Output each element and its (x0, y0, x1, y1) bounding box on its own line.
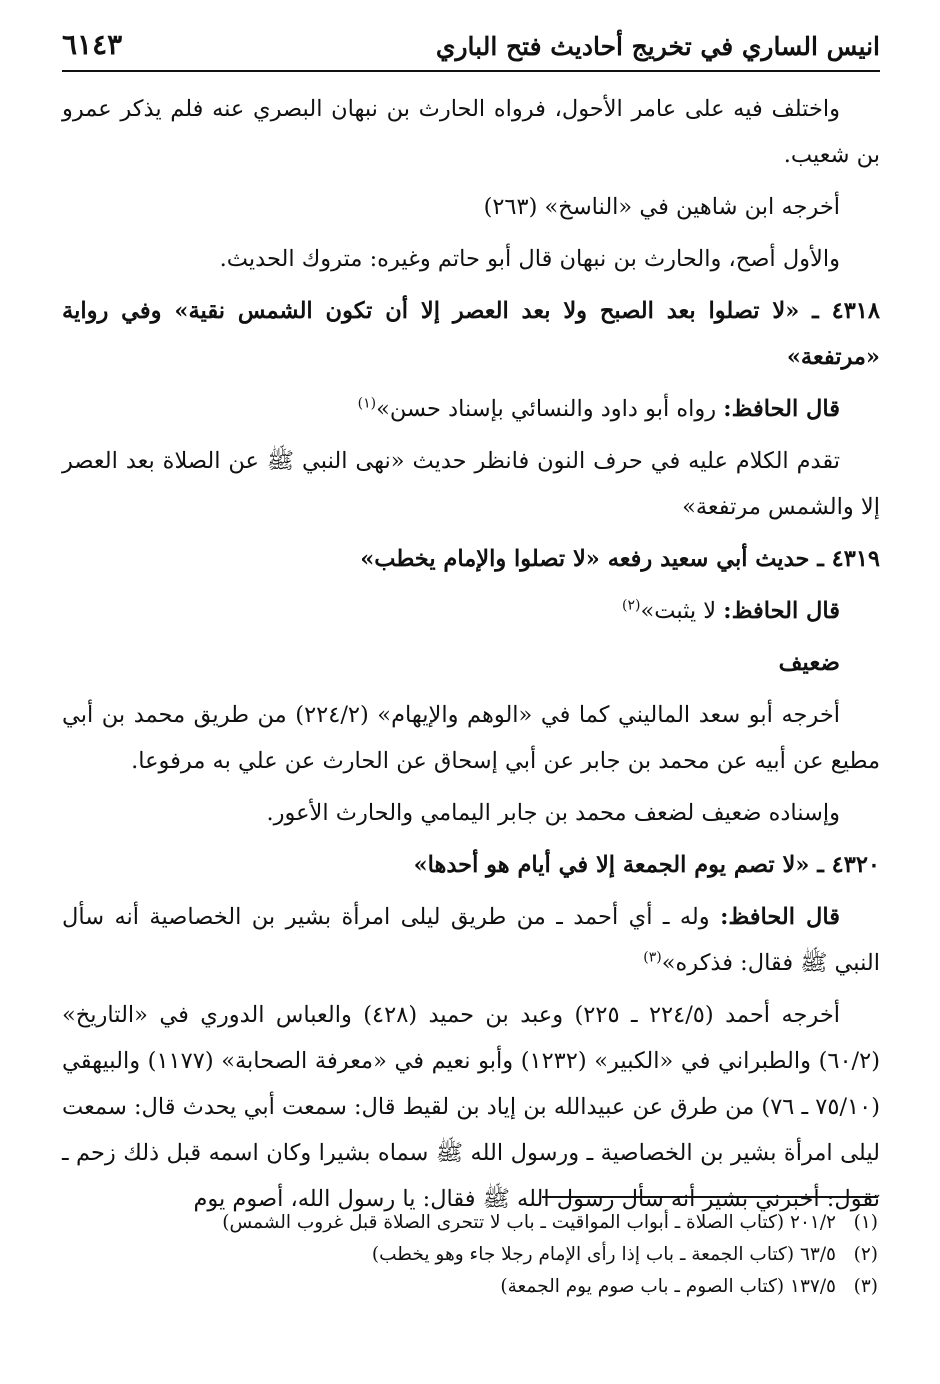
running-title: انيس الساري في تخريج أحاديث فتح الباري (435, 32, 880, 61)
hafiz-label: قال الحافظ: (723, 396, 840, 422)
hafiz-text: وله ـ أي أحمد ـ من طريق ليلى امرأة بشير بن الخصاصية أنه سأل النبي ﷺ فقال: فذكره» (62, 904, 880, 976)
page-header (62, 26, 880, 72)
paragraph (62, 86, 880, 178)
footnote-text: ٢٠١/٢ (كتاب الصلاة ـ أبواب المواقيت ـ باب لا تتحرى الصلاة قبل غروب الشمس) (222, 1212, 836, 1233)
footnote-marker: (٢) (621, 597, 641, 614)
paragraph-text: تقدم الكلام عليه في حرف النون فانظر حديث «نهى النبي ﷺ عن الصلاة بعد العصر إلا والشمس مرتفعة» (62, 448, 880, 520)
footnote-number: (٣) (853, 1276, 878, 1297)
hadith-text: «لا تصلوا بعد الصبح ولا بعد العصر إلا أن تكون الشمس نقية» وفي رواية «مرتفعة» (62, 298, 880, 370)
paragraph-text: أخرجه ابن شاهين في «الناسخ» (٢٦٣) (483, 194, 840, 220)
hafiz-label: قال الحافظ: (720, 904, 841, 930)
hafiz-statement (62, 386, 880, 432)
paragraph-text: أخرجه أحمد (٢٢٤/٥ ـ ٢٢٥) وعبد بن حميد (٤٢٨) والعباس الدوري في «التاريخ» (٦٠/٢) والطبراني في «الكبير» (١٢٣٢) وأبو نعيم في «معرفة الصحابة» (١١٧٧) والبيهقي (٧٥/١٠ ـ ٧٦) من طرق عن عبيدالله بن إياد بن لقيط قال: سمعت أبي يحدث قال: سمعت ليلى امرأة بشير بن الخصاصية ـ ورسول الله ﷺ سماه بشيرا وكان اسمه قبل ذلك زحم ـ تقول: أخبرني بشير أنه سأل رسول الله ﷺ فقال: يا رسول الله، أصوم يوم (62, 1002, 880, 1212)
footnotes (60, 1207, 878, 1303)
hafiz-text: لا يثبت» (640, 598, 717, 624)
hadith-entry: ٤٣١٨ ـ «لا تصلوا بعد الصبح ولا بعد العصر إلا أن تكون الشمس نقية» وفي رواية «مرتفعة» (62, 298, 880, 370)
footnote-marker: (٣) (643, 949, 662, 966)
hafiz-label: قال الحافظ: (723, 598, 840, 624)
paragraph (62, 184, 880, 230)
hadith-text: حديث أبي سعيد رفعه «لا تصلوا والإمام يخطب» (360, 546, 810, 572)
hadith-number: ٤٣٢٠ (831, 852, 880, 878)
footnote (60, 1271, 878, 1303)
footnote-separator (542, 1196, 878, 1198)
footnote-number: (٢) (853, 1244, 878, 1265)
main-text (62, 86, 880, 1228)
footnote (60, 1207, 878, 1239)
hadith-number: ٤٣١٨ (831, 298, 880, 324)
paragraph-text: والأول أصح، والحارث بن نبهان قال أبو حاتم وغيره: متروك الحديث. (219, 246, 840, 272)
footnote (60, 1239, 878, 1271)
hadith-entry: ٤٣٢٠ ـ «لا تصم يوم الجمعة إلا في أيام هو أحدها» (413, 852, 880, 878)
hadith-grade: ضعيف (778, 649, 840, 676)
footnote-text: ٦٣/٥ (كتاب الجمعة ـ باب إذا رأى الإمام رجلا جاء وهو يخطب) (371, 1244, 836, 1265)
hafiz-statement (62, 588, 880, 634)
paragraph (62, 438, 880, 530)
hadith-entry: ٤٣١٩ ـ حديث أبي سعيد رفعه «لا تصلوا والإمام يخطب» (360, 546, 880, 572)
hafiz-statement (62, 894, 880, 986)
paragraph-text: أخرجه أبو سعد الماليني كما في «الوهم والإيهام» (٢٢٤/٢) من طريق محمد بن أبي مطيع عن أبيه عن محمد بن جابر عن أبي إسحاق عن الحارث عن علي به مرفوعا. (62, 702, 880, 774)
paragraph (62, 236, 880, 282)
footnote-marker: (١) (357, 395, 377, 412)
footnote-text: ١٣٧/٥ (كتاب الصوم ـ باب صوم يوم الجمعة) (500, 1276, 836, 1297)
paragraph-text: وإسناده ضعيف لضعف محمد بن جابر اليمامي والحارث الأعور. (266, 800, 840, 826)
page-number: ٦١٤٣ (62, 28, 123, 61)
hafiz-text: رواه أبو داود والنسائي بإسناد حسن» (376, 396, 717, 422)
hadith-text: «لا تصم يوم الجمعة إلا في أيام هو أحدها» (413, 852, 810, 878)
paragraph (62, 992, 880, 1222)
hadith-number: ٤٣١٩ (831, 546, 880, 572)
footnote-number: (١) (853, 1212, 878, 1233)
paragraph (62, 790, 880, 836)
paragraph (62, 692, 880, 784)
paragraph-text: واختلف فيه على عامر الأحول، فرواه الحارث بن نبهان البصري عنه فلم يذكر عمرو بن شعيب. (62, 96, 880, 168)
